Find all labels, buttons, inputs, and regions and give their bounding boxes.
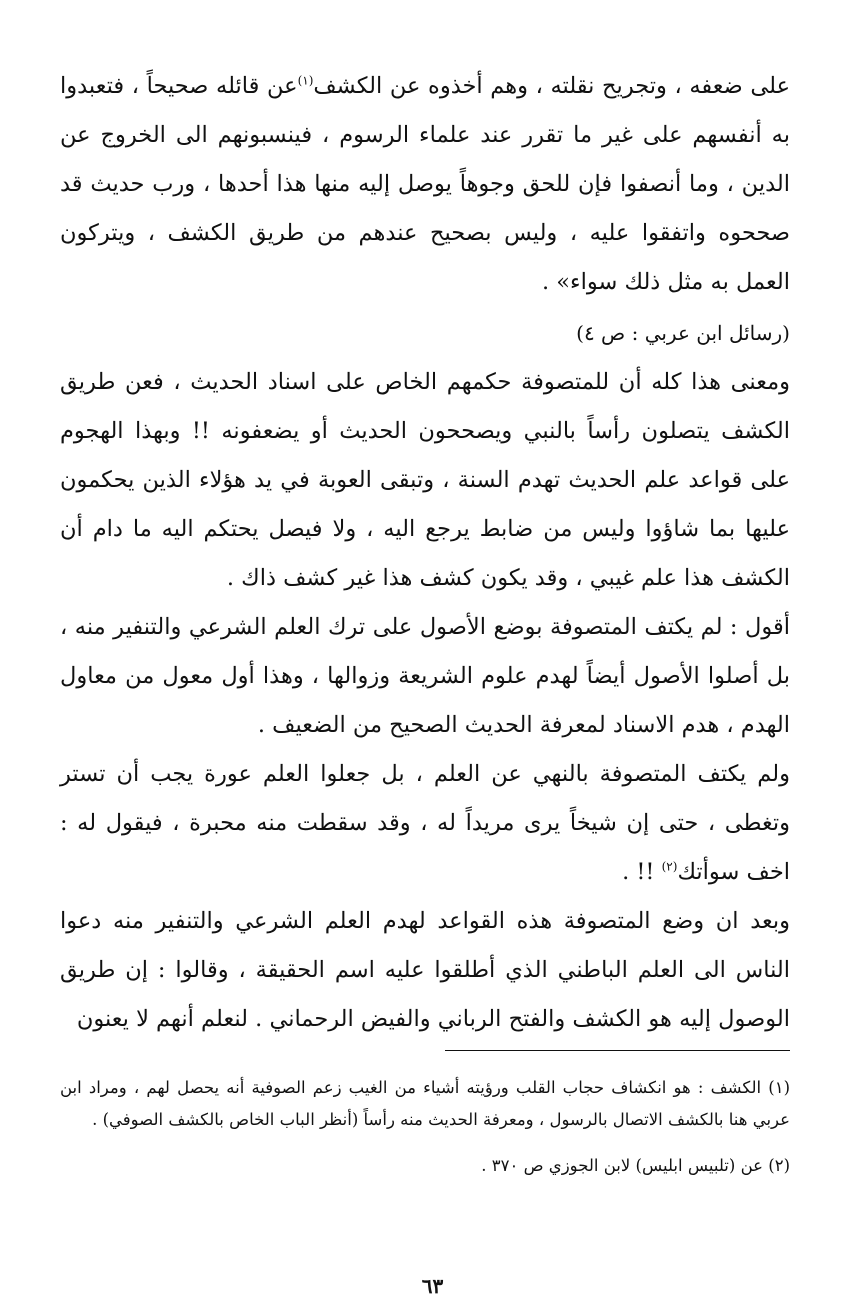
page-number: ٦٣ bbox=[421, 1274, 444, 1298]
paragraph-1-end: عن قائله صحيحاً ، فتعبدوا به أنفسهم على غير ما تقرر عند علماء الرسوم ، فينسبونهم الى الخروج عن الدين ، وما أنصفوا فإن للحق وجوهاً يوصل إليه منها هذا أحدها ، ورب حديث قد صححوه واتفقوا عليه ، وليس بصحيح عندهم من طريق الكشف ، ويتركون العمل به مثل ذلك سواء» . bbox=[60, 73, 790, 295]
footnote-ref-2: (٢) bbox=[661, 859, 678, 874]
paragraph-1 bbox=[60, 62, 790, 307]
paragraph-3: أقول : لم يكتف المتصوفة بوضع الأصول على ترك العلم الشرعي والتنفير منه ، بل أصلوا الأصول أيضاً لهدم علوم الشريعة وزوالها ، وهذا أول معول من معاول الهدم ، هدم الاسناد لمعرفة الحديث الصحيح من الضعيف . bbox=[60, 614, 790, 738]
paragraph-4 bbox=[60, 750, 790, 897]
paragraph-1-start: على ضعفه ، وتجريح نقلته ، وهم أخذوه عن الكشف bbox=[313, 73, 791, 99]
source-citation: (رسائل ابن عربي : ص ٤) bbox=[576, 321, 790, 345]
main-text bbox=[60, 62, 790, 1044]
paragraph-2: ومعنى هذا كله أن للمتصوفة حكمهم الخاص على اسناد الحديث ، فعن طريق الكشف يتصلون رأساً بالنبي ويصححون الحديث أو يضعفونه !! وبهذا الهجوم على قواعد علم الحديث تهدم السنة ، وتبقى العوبة في يد هؤلاء الذين يحكمون عليها بما شاؤوا وليس من ضابط يرجع اليه ، ولا فيصل يحتكم اليه ما دام أن الكشف هذا علم غيبي ، وقد يكون كشف هذا غير كشف ذاك . bbox=[60, 369, 790, 591]
footnote-divider bbox=[445, 1050, 790, 1051]
footnote-2: (٢) عن (تلبيس ابليس) لابن الجوزي ص ٣٧٠ . bbox=[481, 1156, 790, 1175]
paragraph-4-start: ولم يكتف المتصوفة بالنهي عن العلم ، بل جعلوا العلم عورة يجب أن تستر وتغطى ، حتى إن شيخاً يرى مريداً له ، وقد سقطت منه محبرة ، فيقول له : اخف سوأتك bbox=[60, 761, 790, 885]
paragraph-5: وبعد ان وضع المتصوفة هذه القواعد لهدم العلم الشرعي والتنفير منه دعوا الناس الى العلم الباطني الذي أطلقوا عليه اسم الحقيقة ، وقالوا : إن طريق الوصول إليه هو الكشف والفتح الرباني والفيض الرحماني . لنعلم أنهم لا يعنون bbox=[60, 908, 790, 1032]
footnote-ref-1: (١) bbox=[297, 73, 314, 88]
footnotes bbox=[60, 1072, 790, 1182]
footnote-1: (١) الكشف : هو انكشاف حجاب القلب ورؤيته أشياء من الغيب زعم الصوفية أنه يحصل لهم ، ومراد ابن عربي هنا بالكشف الاتصال بالرسول ، ومعرفة الحديث منه رأساً (أنظر الباب الخاص بالكشف الصوفي) . bbox=[60, 1078, 790, 1129]
paragraph-4-end: !! . bbox=[622, 859, 662, 885]
